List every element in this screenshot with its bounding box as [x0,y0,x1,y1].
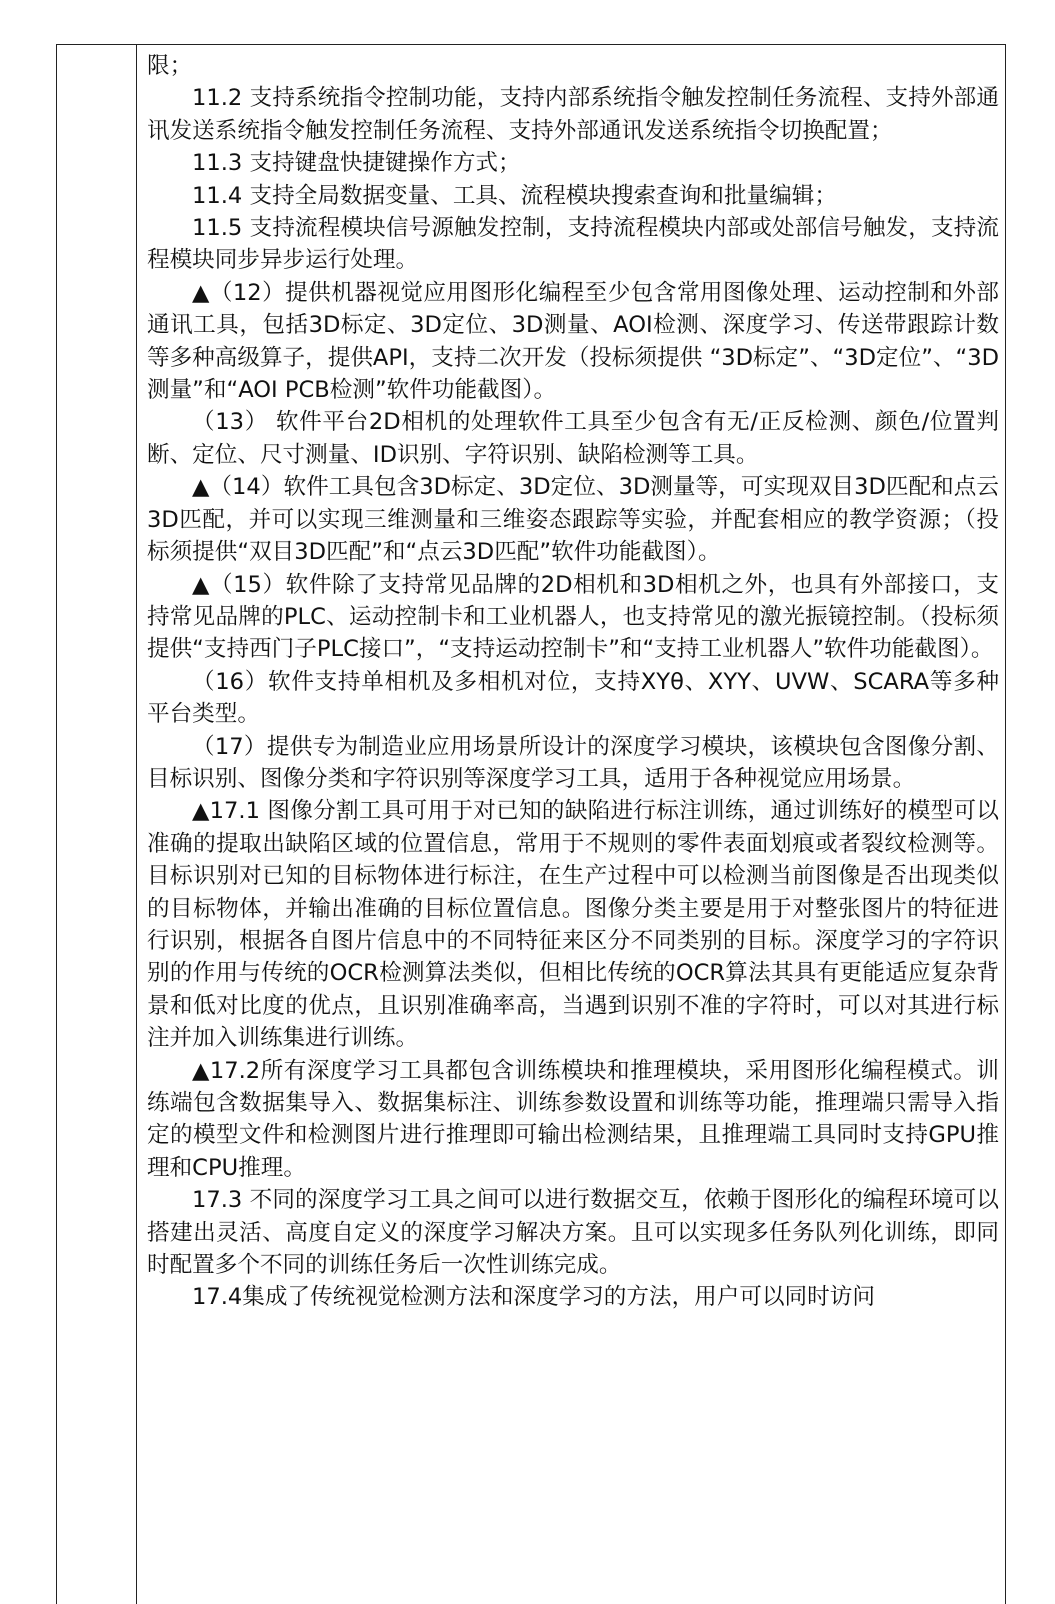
paragraph-11-5: 11.5 支持流程模块信号源触发控制，支持流程模块内部或处部信号触发，支持流程模块同步异步运行处理。 [147,215,999,274]
paragraph-11-4: 11.4 支持全局数据变量、工具、流程模块搜索查询和批量编辑； [192,182,837,209]
paragraph-11-2: 11.2 支持系统指令控制功能，支持内部系统指令触发控制任务流程、支持外部通讯发送系统指令触发控制任务流程、支持外部通讯发送系统指令切换配置； [147,85,999,144]
paragraph-15: ▲（15）软件除了支持常见品牌的2D相机和3D相机之外，也具有外部接口，支持常见品牌的PLC、运动控制卡和工业机器人，也支持常见的激光振镜控制。（投标须提供“支持西门子PLC接口”，“支持运动控制卡”和“支持工业机器人”软件功能截图）。 [147,571,999,663]
paragraph-17-3: 17.3 不同的深度学习工具之间可以进行数据交互，依赖于图形化的编程环境可以搭建出灵活、高度自定义的深度学习解决方案。且可以实现多任务队列化训练，即同时配置多个不同的训练任务后一次性训练完成。 [147,1187,999,1279]
paragraph-12: ▲（12）提供机器视觉应用图形化编程至少包含常用图像处理、运动控制和外部通讯工具，包括3D标定、3D定位、3D测量、AOI检测、深度学习、传送带跟踪计数等多种高级算子，提供API，支持二次开发（投标须提供 “3D标定”、“3D定位”、“3D测量”和“AOI PCB检测”软件功能截图）。 [147,279,999,404]
paragraph-17-4: 17.4集成了传统视觉检测方法和深度学习的方法，用户可以同时访问 [192,1284,875,1311]
spec-content [147,50,999,1314]
paragraph-17-1: ▲17.1 图像分割工具可用于对已知的缺陷进行标注训练，通过训练好的模型可以准确的提取出缺陷区域的位置信息，常用于不规则的零件表面划痕或者裂纹检测等。目标识别对已知的目标物体进行标注，在生产过程中可以检测当前图像是否出现类似的目标物体，并输出准确的目标位置信息。图像分类主要是用于对整张图片的特征进行识别，根据各自图片信息中的不同特征来区分不同类别的目标。深度学习的字符识别的作用与传统的OCR检测算法类似，但相比传统的OCR算法其具有更能适应复杂背景和低对比度的优点，且识别准确率高，当遇到识别不准的字符时，可以对其进行标注并加入训练集进行训练。 [147,798,999,1052]
paragraph-16: （16）软件支持单相机及多相机对位，支持XYθ、XYY、UVW、SCARA等多种平台类型。 [147,668,999,728]
paragraph-17: （17）提供专为制造业应用场景所设计的深度学习模块，该模块包含图像分割、目标识别、图像分类和字符识别等深度学习工具，适用于各种视觉应用场景。 [147,733,999,792]
paragraph-17-2: ▲17.2所有深度学习工具都包含训练模块和推理模块，采用图形化编程模式。训练端包含数据集导入、数据集标注、训练参数设置和训练等功能，推理端只需导入指定的模型文件和检测图片进行推理即可输出检测结果，且推理端工具同时支持GPU推理和CPU推理。 [147,1057,999,1181]
paragraph-11-3: 11.3 支持键盘快捷键操作方式； [192,150,521,177]
paragraph-14: ▲（14）软件工具包含3D标定、3D定位、3D测量等，可实现双目3D匹配和点云3D匹配，并可以实现三维测量和三维姿态跟踪等实验，并配套相应的教学资源；（投标须提供“双目3D匹配”和“点云3D匹配”软件功能截图）。 [147,474,999,566]
paragraph-13: （13） 软件平台2D相机的处理软件工具至少包含有无/正反检测、颜色/位置判断、定位、尺寸测量、ID识别、字符识别、缺陷检测等工具。 [147,409,999,468]
paragraph-continuation: 限； [147,53,193,79]
table-left-column [56,44,137,1604]
